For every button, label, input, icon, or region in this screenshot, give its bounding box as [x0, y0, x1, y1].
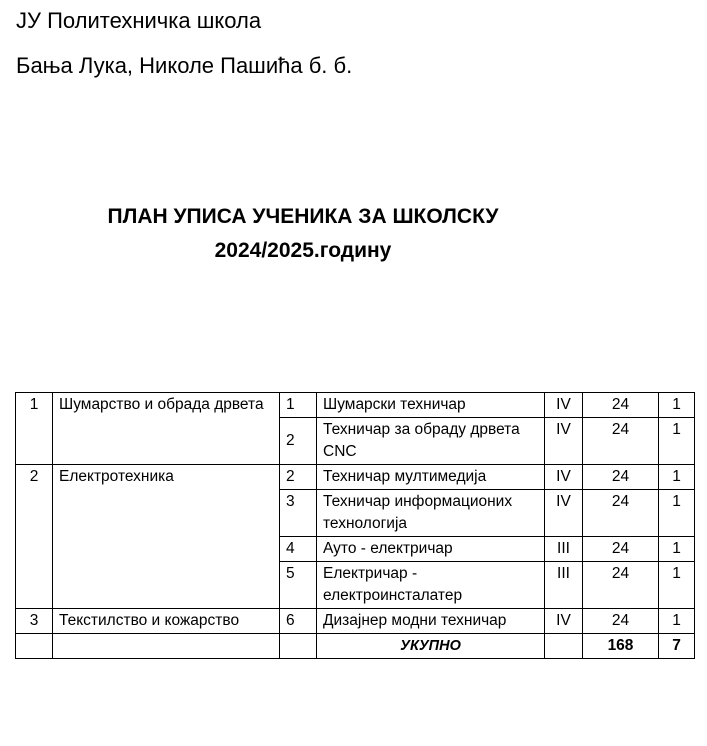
- program-students: 24: [583, 537, 659, 562]
- program-degree: IV: [545, 490, 583, 537]
- program-degree: IV: [545, 418, 583, 465]
- program-degree: IV: [545, 609, 583, 634]
- total-students: 168: [583, 634, 659, 659]
- program-name: Шумарски техничар: [317, 393, 545, 418]
- table-row: [16, 465, 695, 490]
- program-name: Техничар мултимедија: [317, 465, 545, 490]
- total-label: УКУПНО: [317, 634, 545, 659]
- program-number: 6: [280, 609, 317, 634]
- page-title: ПЛАН УПИСА УЧЕНИКА ЗА ШКОЛСКУ: [107, 205, 499, 228]
- program-name: Ауто - електричар: [317, 537, 545, 562]
- school-name: ЈУ Политехничка школа: [16, 8, 262, 33]
- page-title-year: 2024/2025.годину: [214, 239, 392, 262]
- program-classes: 1: [659, 418, 695, 465]
- program-students: 24: [583, 393, 659, 418]
- program-number: 1: [280, 393, 317, 418]
- school-address: Бања Лука, Николе Пашића б. б.: [16, 53, 353, 78]
- area-name: Електротехника: [53, 465, 280, 609]
- program-students: 24: [583, 418, 659, 465]
- program-number: 2: [280, 465, 317, 490]
- program-name: Електричар - електроинсталатер: [317, 562, 545, 609]
- total-row: [16, 634, 695, 659]
- program-classes: 1: [659, 609, 695, 634]
- program-classes: 1: [659, 562, 695, 609]
- program-number: 2: [280, 418, 317, 465]
- program-classes: 1: [659, 537, 695, 562]
- program-students: 24: [583, 562, 659, 609]
- program-classes: 1: [659, 490, 695, 537]
- area-number: 3: [16, 609, 53, 634]
- program-degree: III: [545, 562, 583, 609]
- program-students: 24: [583, 609, 659, 634]
- program-name: Техничар за обраду дрвета CNC: [317, 418, 545, 465]
- total-classes: 7: [659, 634, 695, 659]
- empty-cell: [280, 634, 317, 659]
- program-number: 5: [280, 562, 317, 609]
- empty-cell: [545, 634, 583, 659]
- program-degree: III: [545, 537, 583, 562]
- area-number: 1: [16, 393, 53, 465]
- program-degree: IV: [545, 393, 583, 418]
- program-number: 3: [280, 490, 317, 537]
- area-name: Текстилство и кожарство: [53, 609, 280, 634]
- empty-cell: [16, 634, 53, 659]
- program-name: Дизајнер модни техничар: [317, 609, 545, 634]
- program-classes: 1: [659, 393, 695, 418]
- empty-cell: [53, 634, 280, 659]
- program-number: 4: [280, 537, 317, 562]
- table-row: [16, 609, 695, 634]
- program-name: Техничар информационих технологија: [317, 490, 545, 537]
- program-degree: IV: [545, 465, 583, 490]
- program-classes: 1: [659, 465, 695, 490]
- enrollment-table: [15, 392, 695, 659]
- area-name: Шумарство и обрада дрвета: [53, 393, 280, 465]
- program-students: 24: [583, 465, 659, 490]
- table-row: [16, 393, 695, 418]
- program-students: 24: [583, 490, 659, 537]
- area-number: 2: [16, 465, 53, 609]
